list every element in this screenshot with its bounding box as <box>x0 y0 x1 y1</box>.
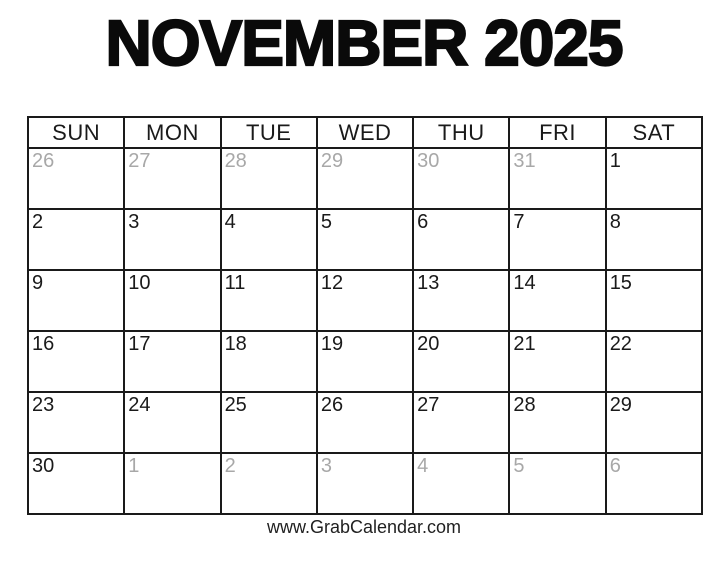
week-row-2 <box>28 209 702 270</box>
day-cell: 31 <box>509 148 605 209</box>
day-cell: 4 <box>413 453 509 514</box>
day-cell: 15 <box>606 270 702 331</box>
day-cell: 14 <box>509 270 605 331</box>
day-cell: 3 <box>317 453 413 514</box>
day-cell: 23 <box>28 392 124 453</box>
day-cell: 9 <box>28 270 124 331</box>
weekday-header-sat: SAT <box>606 117 702 148</box>
day-cell: 24 <box>124 392 220 453</box>
weekday-header-sun: SUN <box>28 117 124 148</box>
day-cell: 28 <box>221 148 317 209</box>
day-cell: 12 <box>317 270 413 331</box>
week-row-5 <box>28 392 702 453</box>
day-cell: 26 <box>317 392 413 453</box>
day-cell: 6 <box>606 453 702 514</box>
week-row-3 <box>28 270 702 331</box>
day-cell: 25 <box>221 392 317 453</box>
day-cell: 20 <box>413 331 509 392</box>
day-cell: 10 <box>124 270 220 331</box>
day-cell: 18 <box>221 331 317 392</box>
day-cell: 22 <box>606 331 702 392</box>
day-cell: 11 <box>221 270 317 331</box>
weekday-header-thu: THU <box>413 117 509 148</box>
day-cell: 1 <box>124 453 220 514</box>
day-cell: 28 <box>509 392 605 453</box>
weekday-header-tue: TUE <box>221 117 317 148</box>
day-cell: 7 <box>509 209 605 270</box>
week-row-4 <box>28 331 702 392</box>
day-cell: 30 <box>28 453 124 514</box>
day-cell: 16 <box>28 331 124 392</box>
website-url: www.GrabCalendar.com <box>266 517 462 537</box>
day-cell: 2 <box>221 453 317 514</box>
page-title: NOVEMBER 2025 <box>105 7 623 79</box>
day-cell: 5 <box>509 453 605 514</box>
day-cell: 4 <box>221 209 317 270</box>
weekday-header-fri: FRI <box>509 117 605 148</box>
day-cell: 26 <box>28 148 124 209</box>
week-row-1 <box>28 148 702 209</box>
day-cell: 6 <box>413 209 509 270</box>
day-cell: 2 <box>28 209 124 270</box>
weekday-header-mon: MON <box>124 117 220 148</box>
day-cell: 8 <box>606 209 702 270</box>
day-cell: 3 <box>124 209 220 270</box>
day-cell: 29 <box>317 148 413 209</box>
day-cell: 27 <box>413 392 509 453</box>
day-cell: 27 <box>124 148 220 209</box>
day-cell: 29 <box>606 392 702 453</box>
weekday-header-row <box>28 117 702 148</box>
day-cell: 17 <box>124 331 220 392</box>
calendar-grid <box>27 116 703 515</box>
day-cell: 21 <box>509 331 605 392</box>
weekday-header-wed: WED <box>317 117 413 148</box>
day-cell: 1 <box>606 148 702 209</box>
day-cell: 5 <box>317 209 413 270</box>
day-cell: 30 <box>413 148 509 209</box>
day-cell: 13 <box>413 270 509 331</box>
week-row-6 <box>28 453 702 514</box>
day-cell: 19 <box>317 331 413 392</box>
